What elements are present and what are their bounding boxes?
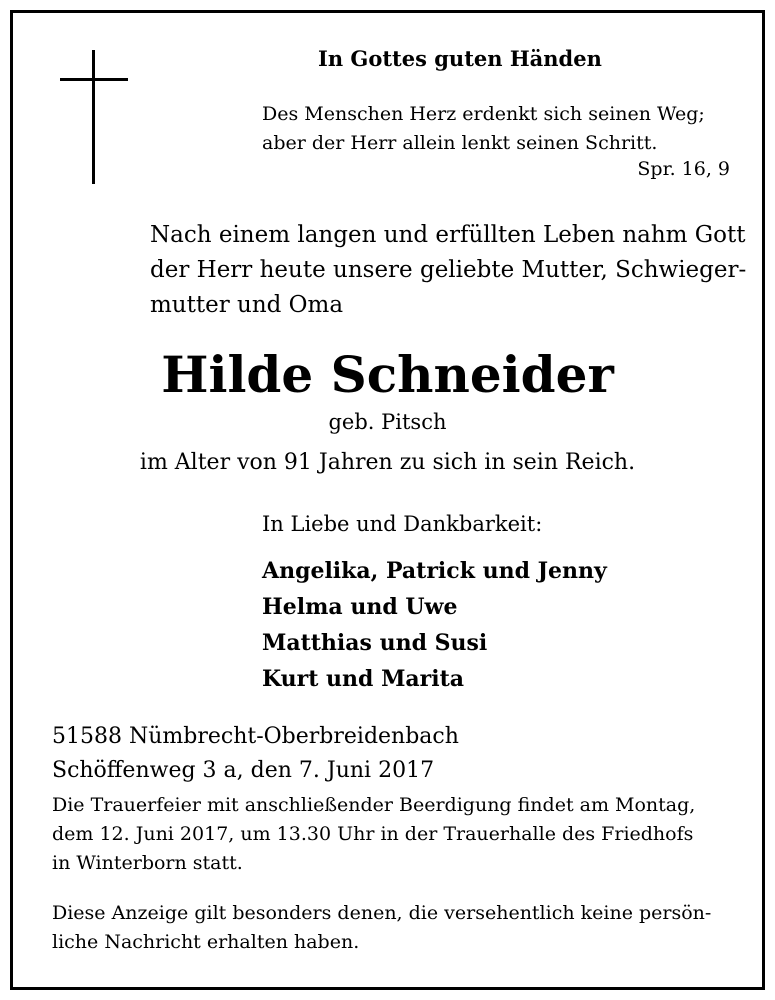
bible-verse [262, 100, 705, 158]
note-line: Diese Anzeige gilt besonders denen, die versehentlich keine persön- [52, 902, 712, 924]
maiden-name: geb. Pitsch [328, 410, 447, 434]
intro-text [150, 218, 746, 323]
funeral-info [52, 791, 695, 878]
funeral-line: Die Trauerfeier mit anschließender Beerdigung findet am Montag, [52, 794, 696, 816]
mourner: Matthias und Susi [262, 630, 488, 656]
deceased-name: Hilde Schneider [161, 345, 614, 404]
mourner: Kurt und Marita [262, 666, 465, 692]
closing-note [52, 899, 711, 957]
mourner: Helma und Uwe [262, 594, 458, 620]
funeral-line: dem 12. Juni 2017, um 13.30 Uhr in der Trauerhalle des Friedhofs [52, 823, 694, 845]
verse-line: Des Menschen Herz erdenkt sich seinen Weg; [262, 103, 705, 125]
thanks-line: In Liebe und Dankbarkeit: [262, 512, 543, 536]
intro-line: Nach einem langen und erfüllten Leben nahm Gott [150, 222, 746, 248]
heading: In Gottes guten Händen [318, 46, 602, 71]
mourners-list [262, 553, 607, 697]
funeral-line: in Winterborn statt. [52, 852, 243, 874]
address-block [52, 720, 459, 788]
intro-line: der Herr heute unsere geliebte Mutter, Schwieger- [150, 257, 747, 283]
verse-line: aber der Herr allein lenkt seinen Schritt. [262, 132, 658, 154]
verse-reference: Spr. 16, 9 [637, 158, 730, 180]
address-line: 51588 Nümbrecht-Oberbreidenbach [52, 724, 459, 749]
address-line: Schöffenweg 3 a, den 7. Juni 2017 [52, 758, 435, 783]
mourner: Angelika, Patrick und Jenny [262, 558, 607, 584]
age-line: im Alter von 91 Jahren zu sich in sein Reich. [139, 450, 636, 475]
note-line: liche Nachricht erhalten haben. [52, 931, 360, 953]
intro-line: mutter und Oma [150, 292, 344, 318]
